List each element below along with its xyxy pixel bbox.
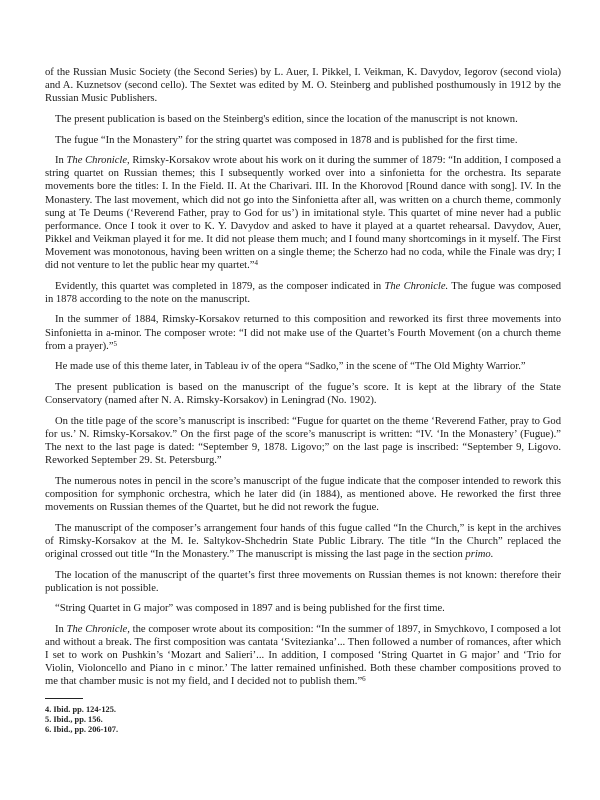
text-run: The present publication is based on the manuscript of the fugue’s score. It is kept at the library of the State Conservatory (named after N. A. Rimsky-Korsakov) in Leningrad (No. 1902).: [45, 382, 561, 407]
text-run: the composer wrote about its composition: “In the summer of 1897, in Smychkovo, I composed a lot and without a break. The first composition was cantata ‘Svitezianka’... Then followed a number of romances, after which I set to work on Pushkin’s ‘Mozart and Salieri’... In addition, I composed ‘String Quartet in G major’ and ‘Trio for Violin, Violoncello and Piano in c minor.’ The latter remained unfinished. Both these chamber compositions proved to me that chamber music is not my field, and I decided not to publish them.”: [45, 624, 561, 688]
paragraph-p13: [45, 602, 561, 615]
text-run: The fugue “In the Monastery” for the string quartet was composed in 1878 and is published for the first time.: [55, 134, 518, 146]
text-run: In: [55, 624, 67, 635]
paragraph-p9: [45, 415, 561, 467]
text-run: He made use of this theme later, in Tableau iv of the opera “Sadko,” in the scene of “The Old Mighty Warrior.”: [55, 361, 526, 373]
paragraph-p8: [45, 381, 561, 407]
text-run: “String Quartet in G major” was composed in 1897 and is being published for the first time.: [55, 603, 445, 615]
paragraph-p4: [45, 154, 561, 272]
text-run: In the summer of 1884, Rimsky-Korsakov returned to this composition and reworked its first three movements into Sinfonietta in a-minor. The composer wrote: “I did not make use of the Quartet’s Fourth Movement (on a church theme from a prayer).”: [45, 314, 561, 352]
text-run: The fugue was composed in 1878 according to the note on the manuscript.: [45, 280, 561, 305]
paragraph-p3: [45, 134, 561, 147]
footnotes: [45, 705, 561, 734]
footnote-4: 4. Ibid. pp. 124-125.: [45, 705, 116, 715]
text-run: Rimsky-Korsakov wrote about his work on it during the summer of 1879: “In addition, I composed a string quartet on Russian themes; this I subsequently worked over into a sinfonietta for the orchestra. Its separate movements bore the titles: I. In the Field. II. At the Charivari. III. In the Khorovod [Round dance with song]. IV. In the Monastery. The last movement, which did not go into the Sinfonietta after all, was written on a church theme, commonly sung at Te Deums (‘Reverend Father, pray to God for us’) in imitational style. This quartet of mine never had a public performance. Once I took it over to K. Y. Davydov and asked to have it played at a quartet rehearsal. Davydov, Auer, Pikkel and Veikman played it for me. It did not please them much; and I found many shortcomings in it myself. The First Movement was monotonous, having been written on a single theme; the Scherzo had no coda, while the Finale was dry; I did not venture to let the public hear my quartet.”: [45, 155, 561, 271]
footnote-5: 5. Ibid., pp. 156.: [45, 715, 103, 725]
italic-title: The Chronicle.: [384, 280, 449, 292]
paragraph-p1: [45, 66, 561, 105]
paragraph-p5: [45, 280, 561, 306]
footnote-divider: [45, 698, 83, 699]
document-page: [45, 66, 561, 734]
footnote-ref: 6: [362, 675, 366, 684]
text-run: The location of the manuscript of the quartet’s first three movements on Russian themes is not known: therefore their publication is not possible.: [45, 569, 561, 594]
paragraph-p14: [45, 623, 561, 688]
paragraph-p10: [45, 475, 561, 514]
paragraph-p7: [45, 360, 561, 373]
text-run: The manuscript of the composer’s arrangement four hands of this fugue called “In the Church,” is kept in the archives of Rimsky-Korsakov at the M. Ie. Saltykov-Shchedrin State Public Library. The title “In the Church” replaced the original crossed out title “In the Monastery.” The manuscript is missing the last page in the section: [45, 522, 561, 560]
body-text: [45, 66, 561, 688]
text-run: The present publication is based on the Steinberg's edition, since the location of the manuscript is not known.: [55, 113, 518, 125]
text-run: of the Russian Music Society (the Second Series) by L. Auer, I. Pikkel, I. Veikman, K. Davydov, Iegorov (second viola) and A. Kuznetsov (second cello). The Sextet was edited by M. O. Steinberg and published posthumously in 1912 by the Russian Music Publishers.: [45, 67, 561, 105]
footnote-ref: 4: [254, 259, 258, 267]
paragraph-p2: [45, 113, 561, 126]
footnote-ref: 5: [113, 339, 118, 348]
italic-title: The Chronicle,: [66, 155, 130, 167]
italic-title: The Chronicle,: [66, 624, 130, 635]
text-run: On the title page of the score’s manuscript is inscribed: “Fugue for quartet on the theme ‘Reverend Father, pray to God for us.’ N. Rimsky-Korsakov.” On the first page of the score’s manuscript is written: “IV. ‘In the Monastery’ (Fugue).” The next to the last page is dated: “September 9, 1878. Ligovo;” on the last page is inscribed: “September 9, Ligovo. Reworked September 29. St. Petersburg.”: [45, 415, 561, 467]
paragraph-p12: [45, 569, 561, 595]
paragraph-p6: [45, 313, 561, 352]
text-run: The numerous notes in pencil in the score’s manuscript of the fugue indicate that the composer intended to rework this composition for symphonic orchestra, which he later did (in 1884), as mentioned above. He reworked the first three movements on Russian themes of the Quartet, but he did not rework the fugue.: [45, 475, 561, 513]
paragraph-p11: [45, 522, 561, 561]
footnote-6: 6. Ibid., pp. 206-107.: [45, 724, 119, 734]
text-run: In: [55, 155, 67, 167]
italic-title: primo.: [465, 548, 494, 560]
text-run: Evidently, this quartet was completed in 1879, as the composer indicated in: [55, 280, 385, 292]
